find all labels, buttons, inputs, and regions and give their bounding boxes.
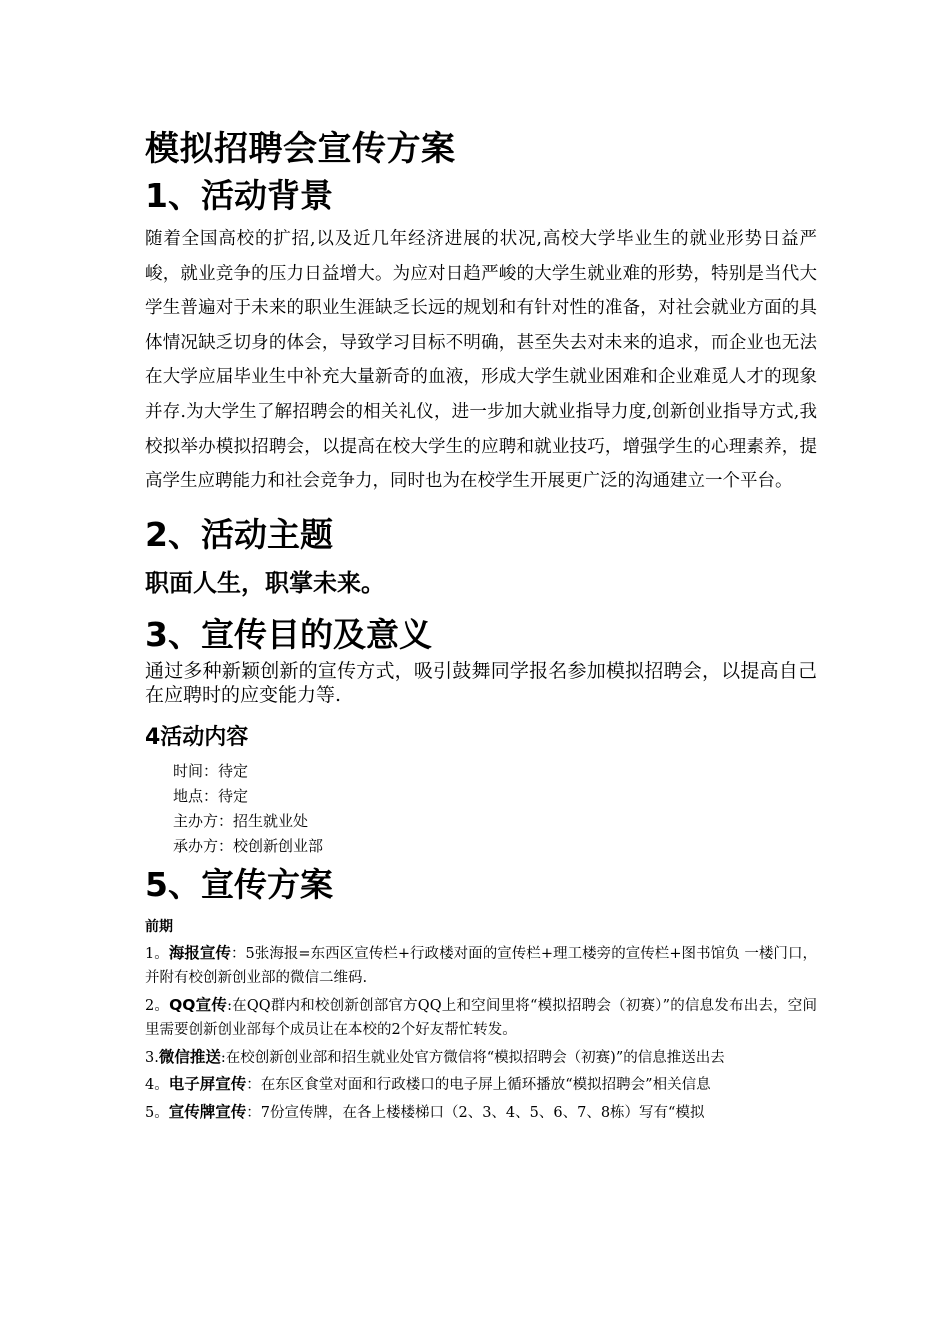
plan-item-separator: : [227,997,232,1014]
plan-item-screen [145,1072,817,1098]
plan-item-board [145,1100,817,1126]
info-item-organizer: 承办方：校创新创业部 [173,836,324,855]
plan-item-text: 在QQ群内和校创新创部官方QQ上和空间里将“模拟招聘会（初赛）”的信息发布出去，空间里需要创新创业部每个成员让在本校的2个好友帮忙转发。 [145,997,817,1039]
document-title: 模拟招聘会宣传方案 [145,129,456,169]
plan-item-separator: ： [230,945,246,962]
info-item-time: 时间：待定 [173,761,249,780]
plan-item-number: 4。 [145,1077,169,1094]
plan-item-number: 2。 [145,997,170,1014]
section-heading-background: 1、活动背景 [145,176,333,215]
promotion-plan-list [145,941,817,1126]
plan-item-label: QQ宣传 [169,995,228,1014]
section-heading-content: 4活动内容 [145,724,249,750]
plan-item-qq [145,993,817,1043]
plan-item-label: 电子屏宣传 [168,1075,247,1094]
plan-item-poster [145,941,817,991]
phase-label: 前期 [145,918,173,935]
plan-item-text: 5张海报=东西区宣传栏+行政楼对面的宣传栏+理工楼旁的宣传栏+图书馆负 一楼门口，并附有校创新创业部的微信二维码. [145,945,817,987]
plan-item-text: 7份宣传牌，在各上楼楼梯口（2、3、4、5、6、7、8栋）写有“模拟 [260,1104,705,1121]
plan-item-wechat [145,1045,817,1071]
purpose-paragraph: 通过多种新颖创新的宣传方式，吸引鼓舞同学报名参加模拟招聘会，以提高自己在应聘时的应变能力等. [145,659,817,706]
plan-item-number: 1。 [145,945,169,962]
section-heading-theme: 2、活动主题 [145,514,333,554]
section-heading-plan: 5、宣传方案 [145,864,333,904]
info-item-location: 地点：待定 [173,786,249,805]
plan-item-label: 海报宣传 [168,943,231,962]
plan-item-label: 微信推送 [158,1047,221,1066]
activity-info-list [173,759,817,859]
plan-item-separator: ： [246,1104,261,1121]
plan-item-separator: ： [246,1077,261,1094]
section-heading-purpose: 3、宣传目的及意义 [145,614,432,654]
plan-item-label: 宣传牌宣传 [168,1102,247,1121]
background-paragraph: 随着全国高校的扩招,以及近几年经济进展的状况,高校大学毕业生的就业形势日益严峻，就业竞争的压力日益增大。为应对日趋严峻的大学生就业难的形势，特别是当代大学生普遍对于未来的职业生涯缺乏长远的规划和有针对性的准备，对社会就业方面的具体情况缺乏切身的体会，导致学习目标不明确，甚至失去对未来的追求，而企业也无法在大学应届毕业生中补充大量新奇的血液，形成大学生就业困难和企业难觅人才的现象并存.为大学生了解招聘会的相关礼仪，进一步加大就业指导力度,创新创业指导方式,我校拟举办模拟招聘会，以提高在校大学生的应聘和就业技巧，增强学生的心理素养，提高学生应聘能力和社会竞争力，同时也为在校学生开展更广泛的沟通建立一个平台。 [145,229,817,492]
plan-item-text: 在校创新创业部和招生就业处官方微信将“模拟招聘会（初赛)”的信息推送出去 [225,1049,725,1066]
plan-item-number: 5。 [145,1104,169,1121]
info-item-host: 主办方：招生就业处 [173,811,309,830]
plan-item-number: 3. [145,1049,159,1066]
plan-item-text: 在东区食堂对面和行政楼口的电子屏上循环播放“模拟招聘会”相关信息 [260,1077,711,1094]
document-content [145,126,817,1127]
theme-slogan: 职面人生，职掌未来。 [145,568,385,597]
plan-item-separator: : [220,1049,226,1066]
